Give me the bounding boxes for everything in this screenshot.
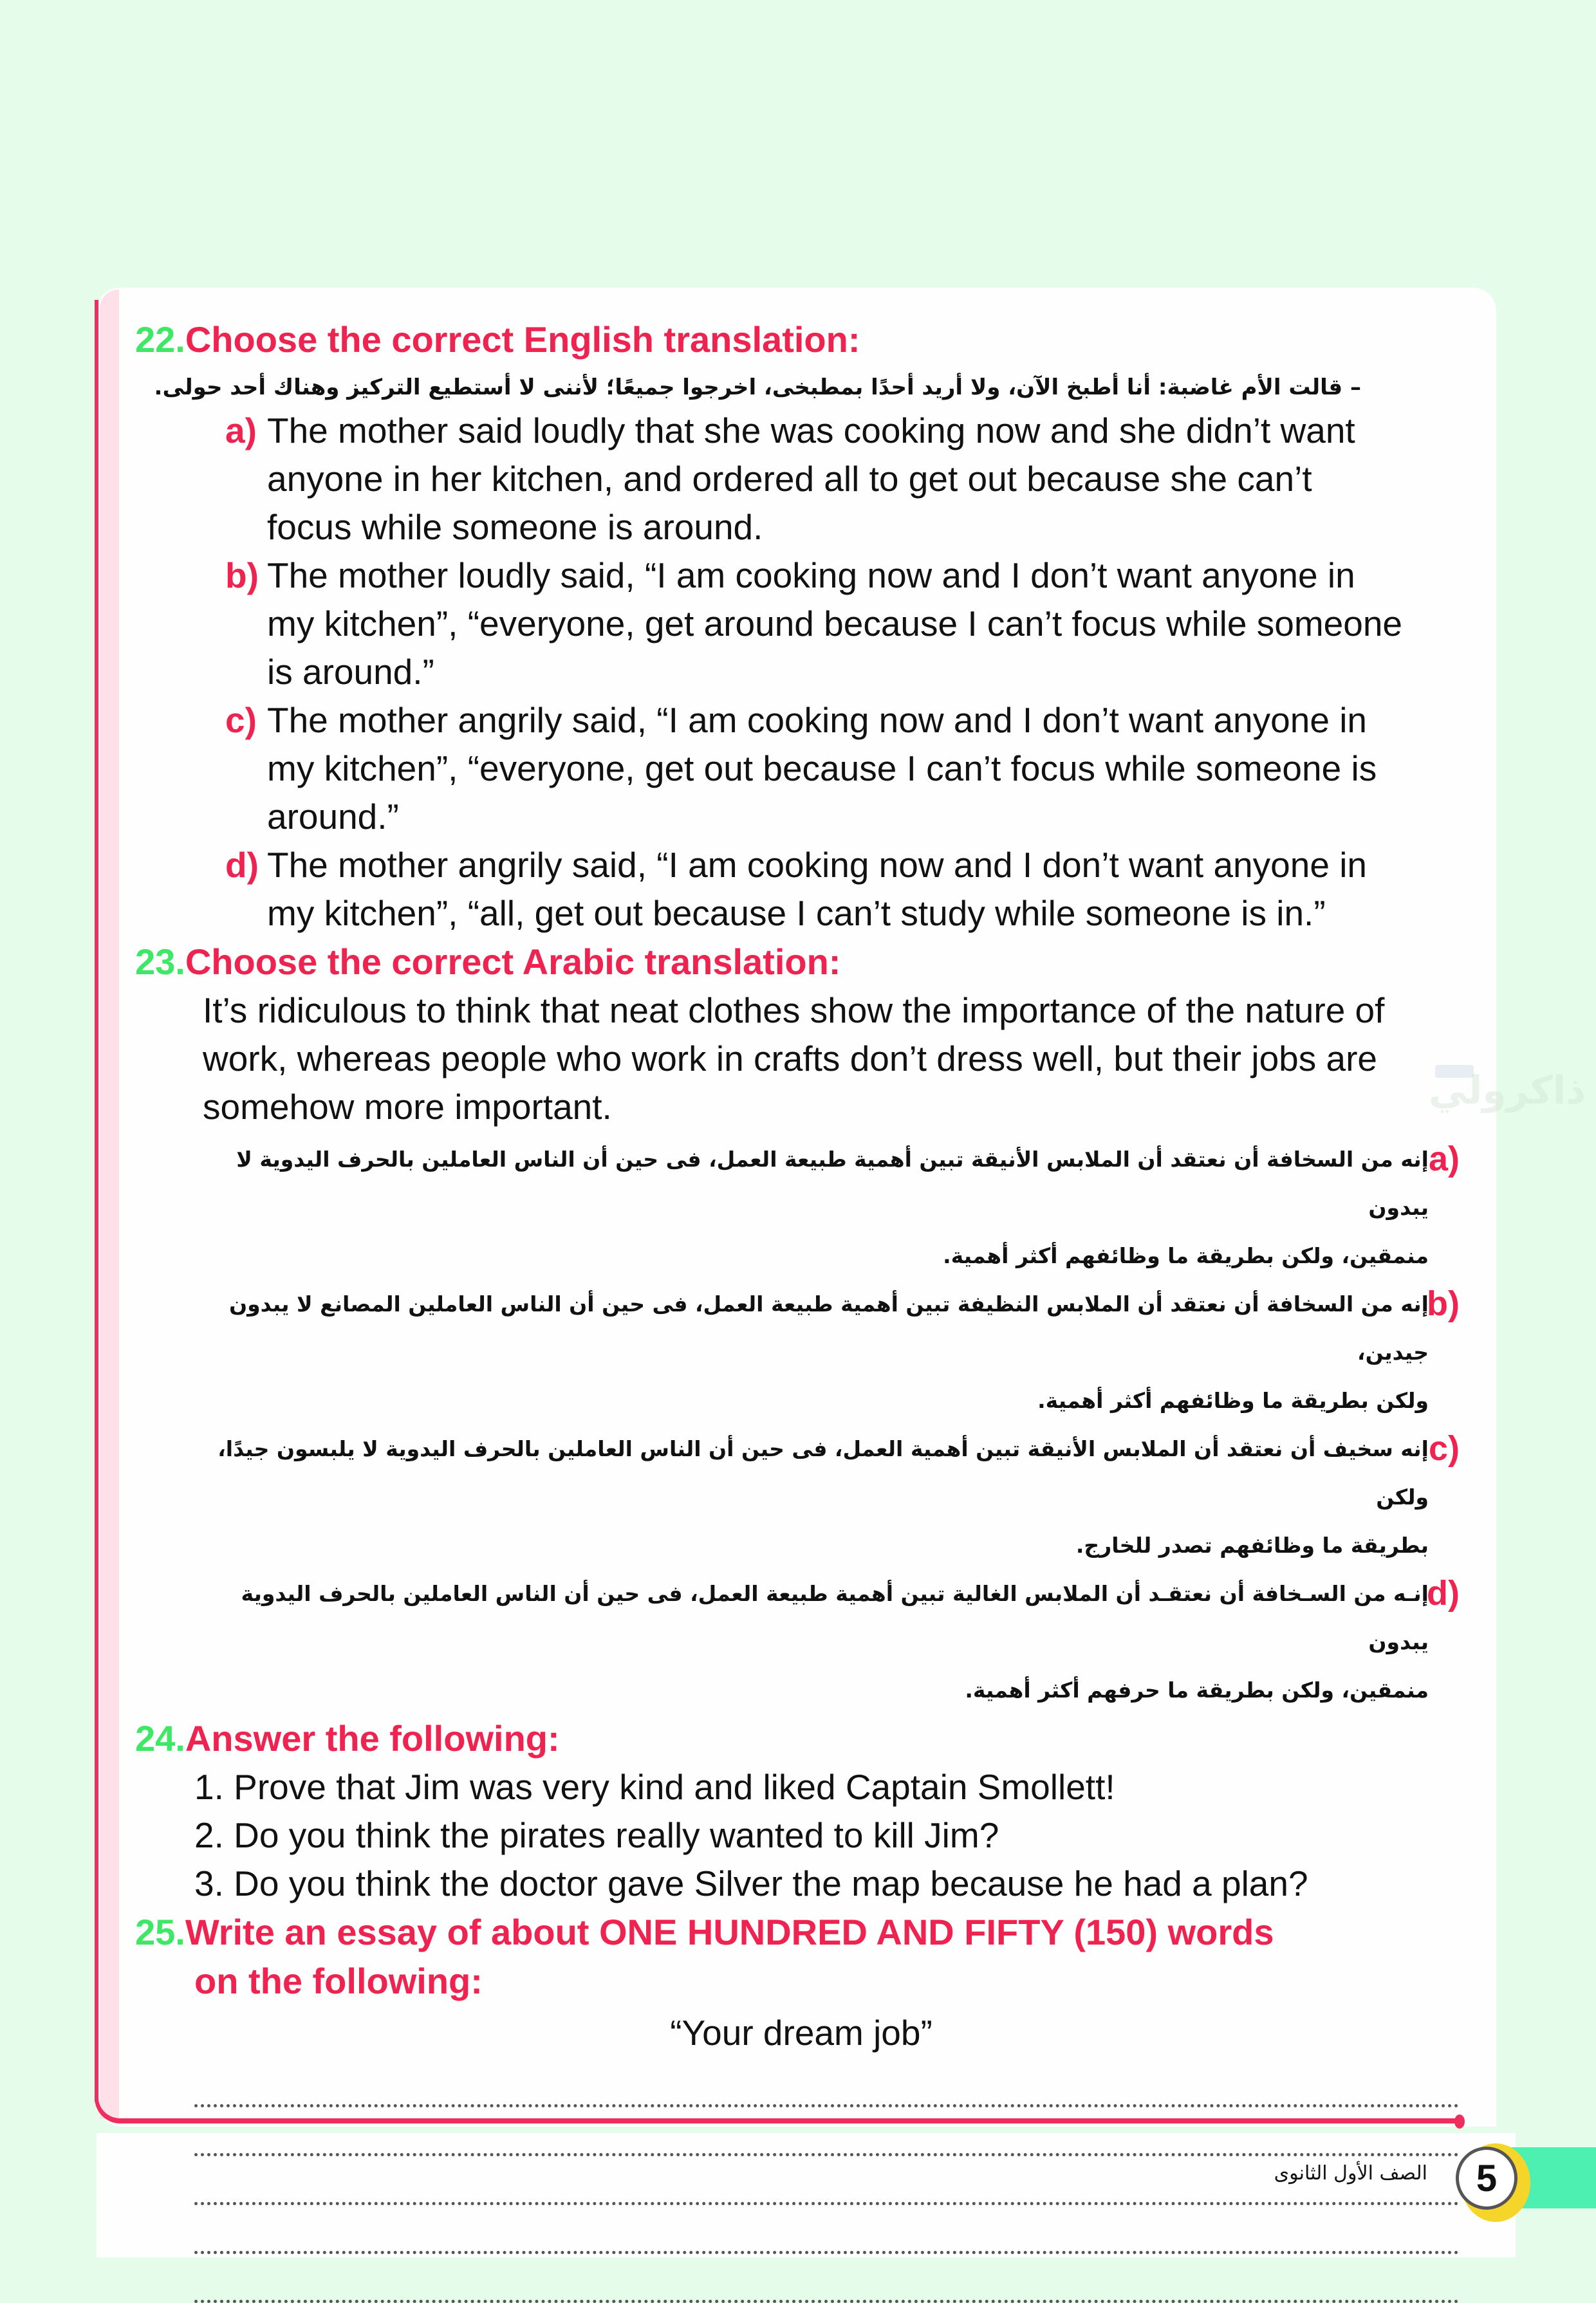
question-25 (135, 1908, 1467, 2303)
option-text-line: around.” (267, 797, 399, 837)
option-text-line: The mother angrily said, “I am cooking now and I don’t want anyone in (267, 845, 1368, 885)
option-text-line: The mother said loudly that she was cooking now and she didn’t want (267, 411, 1355, 450)
question-24 (135, 1714, 1467, 1908)
worksheet-content (135, 315, 1467, 2303)
answer-line[interactable] (194, 2156, 1459, 2205)
question-title: Choose the correct English translation: (185, 319, 860, 360)
question-number: 23. (135, 941, 185, 982)
question-25-heading (135, 1908, 1467, 2006)
option-c[interactable] (135, 1425, 1460, 1569)
option-text-line: my kitchen”, “all, get out because I can’t study while someone is in.” (267, 893, 1326, 933)
option-text-line: منمقين، ولكن بطريقة ما حرفهم أكثر أهمية. (965, 1678, 1429, 1703)
answer-line[interactable] (194, 2058, 1459, 2107)
answer-lines[interactable] (135, 2058, 1467, 2303)
option-text-line: إنه من السخافة أن نعتقد أن الملابس الأنيقة تبين أهمية طبيعة العمل، فى حين أن الناس العاملين بالحرف اليدوية لا يبدون (236, 1147, 1429, 1220)
option-text-line: بطريقة ما وظائفهم تصدر للخارج. (1075, 1533, 1429, 1558)
option-text-line: منمقين، ولكن بطريقة ما وظائفهم أكثر أهمية. (943, 1243, 1429, 1268)
option-a[interactable] (135, 1135, 1460, 1280)
question-number: 24. (135, 1718, 185, 1759)
option-text-line: The mother loudly said, “I am cooking now and I don’t want anyone in (267, 555, 1355, 595)
option-text-line: anyone in her kitchen, and ordered all to get out because she can’t (267, 459, 1312, 499)
question-24-heading (135, 1714, 1467, 1763)
list-item: 1. Prove that Jim was very kind and liked Captain Smollett! (194, 1767, 1115, 1807)
option-label: c) (1428, 1429, 1460, 1468)
card-pink-strip (100, 290, 119, 2119)
page-number: 5 (1456, 2147, 1517, 2210)
question-23 (135, 938, 1467, 1714)
question-title: Choose the correct Arabic translation: (185, 941, 841, 982)
option-text-line: ولكن بطريقة ما وظائفهم أكثر أهمية. (1037, 1388, 1429, 1413)
option-text-line: إنه سخيف أن نعتقد أن الملابس الأنيقة تبين أهمية العمل، فى حين أن الناس العاملين بالحرف اليدوية لا يلبسون جيدًا، ولكن (218, 1436, 1429, 1510)
option-text-line: my kitchen”, “everyone, get around because I can’t focus while someone (267, 604, 1403, 643)
q23-options (135, 1135, 1467, 1714)
option-text-line: The mother angrily said, “I am cooking now and I don’t want anyone in (267, 700, 1368, 740)
option-text-line: my kitchen”, “everyone, get out because I can’t focus while someone is (267, 748, 1377, 788)
option-text-line: focus while someone is around. (267, 507, 763, 547)
option-label: a) (225, 411, 257, 450)
question-22-heading (135, 315, 1467, 364)
passage-line: It’s ridiculous to think that neat clothes show the importance of the nature of (203, 990, 1385, 1030)
option-d[interactable] (135, 1569, 1460, 1714)
option-label: c) (225, 700, 257, 740)
question-23-heading (135, 938, 1467, 986)
card-left-border (95, 300, 98, 2102)
q22-options (135, 407, 1467, 938)
option-label: a) (1428, 1140, 1460, 1178)
list-item: 2. Do you think the pirates really wanted to kill Jim? (194, 1815, 999, 1855)
question-number: 25. (135, 1912, 185, 1952)
option-label: d) (1427, 1574, 1460, 1613)
grade-label: الصف الأول الثانوى (1274, 2162, 1427, 2185)
option-text-line: is around.” (267, 652, 434, 692)
list-item: 3. Do you think the doctor gave Silver the map because he had a plan? (194, 1864, 1308, 1903)
answer-line[interactable] (194, 2254, 1459, 2303)
option-d[interactable] (135, 841, 1467, 938)
option-a[interactable] (135, 407, 1467, 551)
passage-line: somehow more important. (203, 1087, 612, 1127)
english-passage (135, 986, 1467, 1131)
option-label: b) (225, 555, 259, 595)
option-text-line: إنه من السخافة أن نعتقد أن الملابس النظيفة تبين أهمية طبيعة العمل، فى حين أن الناس العاملين المصانع لا يبدون جيدين، (228, 1291, 1429, 1365)
option-label: b) (1427, 1284, 1460, 1323)
passage-line: work, whereas people who work in crafts don’t dress well, but their jobs are (203, 1039, 1378, 1078)
answer-line[interactable] (194, 2205, 1459, 2254)
arabic-prompt: – قالت الأم غاضبة: أنا أطبخ الآن، ولا أريد أحدًا بمطبخى، اخرجوا جميعًا؛ لأننى لا أستطيع التركيز وهناك أحد حولى. (154, 375, 1361, 400)
option-text-line: إنـه من السـخافة أن نعتقـد أن الملابس الغالية تبين أهمية طبيعة العمل، فى حين أن الناس العاملين بالحرف اليدوية يبدون (241, 1581, 1429, 1654)
question-title: Answer the following: (185, 1718, 560, 1759)
option-c[interactable] (135, 696, 1467, 841)
answer-line[interactable] (194, 2107, 1459, 2156)
option-label: d) (225, 845, 259, 885)
question-number: 22. (135, 319, 185, 360)
question-title-continued: on the following: (194, 1961, 483, 2001)
question-list (135, 1763, 1467, 1908)
essay-topic: “Your dream job” (670, 2013, 933, 2053)
option-b[interactable] (135, 1280, 1460, 1425)
watermark: ذاكرولي (1429, 1068, 1586, 1113)
option-b[interactable] (135, 551, 1467, 696)
question-title: Write an essay of about ONE HUNDRED AND FIFTY (150) words (185, 1912, 1274, 1952)
question-22 (135, 315, 1467, 938)
